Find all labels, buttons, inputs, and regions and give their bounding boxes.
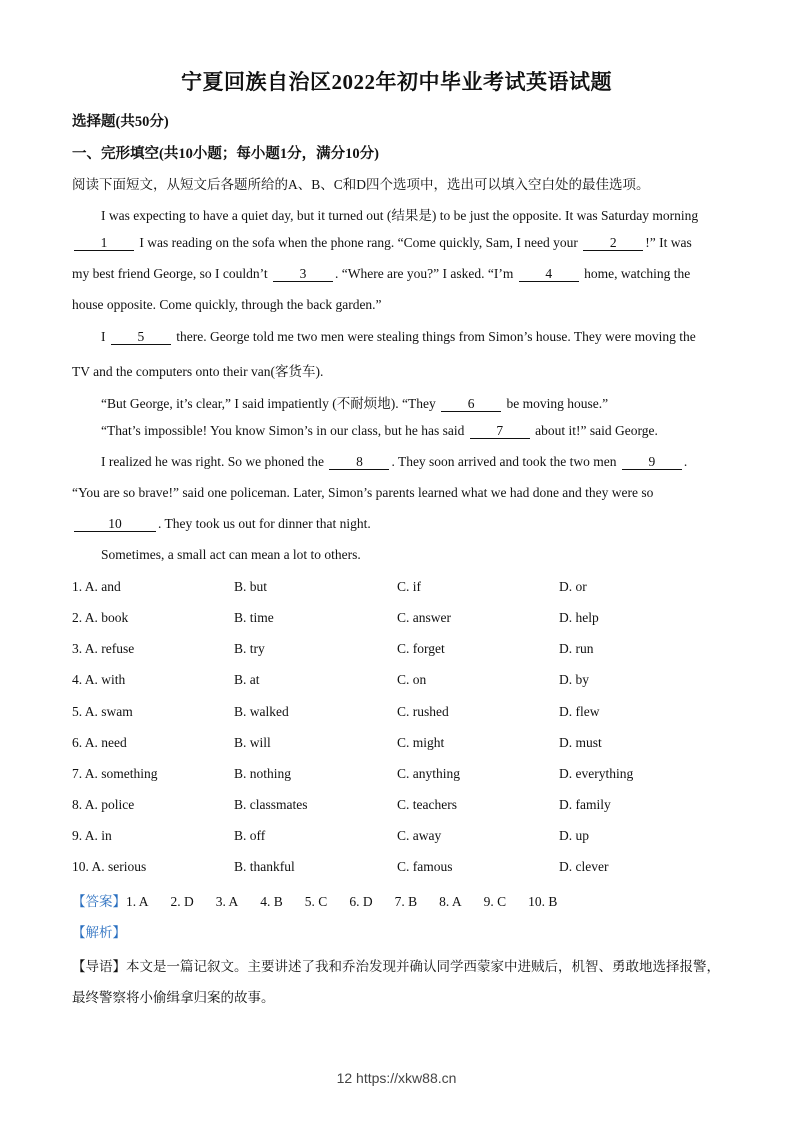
answer-item: 3. A — [215, 894, 239, 909]
option-b: B. at — [234, 672, 260, 687]
answer-item: 2. D — [170, 894, 194, 909]
option-b: B. time — [234, 610, 274, 625]
option-d: D. up — [559, 828, 589, 843]
answer-item: 9. C — [483, 894, 507, 909]
passage-line — [72, 360, 722, 380]
passage-text: !” It was — [645, 235, 692, 250]
option-d: D. or — [559, 579, 587, 594]
option-a: 2. A. book — [72, 610, 129, 625]
option-c: C. anything — [397, 766, 460, 781]
guide-tag: 【导语】 — [72, 959, 126, 974]
blank-10: 10 — [74, 517, 156, 532]
option-d: D. must — [559, 735, 602, 750]
passage-line — [72, 485, 722, 501]
option-c: C. teachers — [397, 797, 457, 812]
analysis-tag: 【解析】 — [72, 925, 126, 940]
option-a: 7. A. something — [72, 766, 158, 781]
passage-text: I — [101, 329, 106, 344]
option-row-5 — [72, 704, 732, 722]
passage-text: be moving house.” — [506, 396, 609, 411]
passage-line — [72, 516, 722, 532]
section-heading-cloze: 一、完形填空(共10小题；每小题1分，满分10分) — [72, 146, 379, 162]
blank-9: 9 — [622, 455, 682, 470]
blank-2: 2 — [583, 236, 643, 251]
answer-item: 5. C — [304, 894, 328, 909]
blank-7: 7 — [470, 424, 530, 439]
answer-item: 10. B — [528, 894, 558, 909]
option-b: B. walked — [234, 704, 289, 719]
option-c: C. away — [397, 828, 442, 843]
section-heading-choice: 选择题(共50分) — [72, 114, 169, 130]
option-b: B. thankful — [234, 859, 295, 874]
passage-text: about it!” said George. — [535, 423, 658, 438]
passage-text: home, watching the — [584, 266, 691, 281]
answer-tag: 【答案】 — [72, 894, 126, 909]
answer-item: 8. A — [439, 894, 462, 909]
option-b: B. off — [234, 828, 266, 843]
instruction-text: 阅读下面短文，从短文后各题所给的A、B、C和D四个选项中，选出可以填入空白处的最佳选项。 — [72, 177, 650, 192]
passage-line — [101, 392, 751, 412]
passage-text: . — [683, 454, 688, 469]
option-d: D. family — [559, 797, 611, 812]
passage-text: I was reading on the sofa when the phone rang. “Come quickly, Sam, I need your — [139, 235, 578, 250]
option-d: D. by — [559, 672, 589, 687]
blank-4: 4 — [519, 267, 579, 282]
option-c: C. if — [397, 579, 422, 594]
option-c: C. forget — [397, 641, 445, 656]
option-b: B. will — [234, 735, 271, 750]
option-b: B. nothing — [234, 766, 292, 781]
passage-text: . They soon arrived and took the two men — [391, 454, 617, 469]
passage-line — [101, 454, 751, 470]
option-c: C. answer — [397, 610, 451, 625]
page-footer: 12 https://xkw88.cn — [336, 1070, 457, 1086]
blank-1: 1 — [74, 236, 134, 251]
passage-text: I was expecting to have a quiet day, but it turned out (结果是) to be just the opposite. It was Saturday morning — [101, 208, 699, 223]
passage-line — [101, 547, 751, 563]
option-row-8 — [72, 797, 732, 815]
guide-paragraph — [72, 951, 724, 1013]
guide-text: 本文是一篇记叙文。主要讲述了我和乔治发现并确认同学西蒙家中进贼后，机智、勇敢地选择报警，最终警察将小偷缉拿归案的故事。 — [72, 959, 720, 1005]
answer-item: 1. A — [126, 894, 149, 909]
passage-text: house opposite. Come quickly, through the back garden.” — [72, 297, 382, 312]
option-a: 1. A. and — [72, 579, 121, 594]
passage-text: “But George, it’s clear,” I said impatiently (不耐烦地). “They — [101, 396, 436, 411]
option-row-10 — [72, 859, 732, 877]
answer-item: 4. B — [260, 894, 283, 909]
passage-text: “That’s impossible! You know Simon’s in our class, but he has said — [101, 423, 465, 438]
option-a: 5. A. swam — [72, 704, 133, 719]
passage-line — [101, 204, 751, 224]
option-row-7 — [72, 766, 732, 784]
blank-5: 5 — [111, 330, 171, 345]
answer-key — [72, 890, 579, 910]
option-row-2 — [72, 610, 732, 628]
passage-text: Sometimes, a small act can mean a lot to others. — [101, 547, 361, 562]
option-a: 8. A. police — [72, 797, 135, 812]
option-a: 4. A. with — [72, 672, 126, 687]
option-d: D. help — [559, 610, 599, 625]
option-a: 10. A. serious — [72, 859, 147, 874]
passage-text: I realized he was right. So we phoned the — [101, 454, 325, 469]
passage-line — [72, 235, 722, 251]
passage-line — [72, 297, 722, 313]
option-a: 6. A. need — [72, 735, 127, 750]
option-b: B. try — [234, 641, 265, 656]
answer-item: 7. B — [394, 894, 418, 909]
option-row-1 — [72, 579, 732, 597]
blank-6: 6 — [441, 397, 501, 412]
passage-text: TV and the computers onto their van(客货车). — [72, 364, 324, 379]
option-row-4 — [72, 672, 732, 690]
option-row-9 — [72, 828, 732, 846]
answer-item: 6. D — [349, 894, 373, 909]
option-a: 9. A. in — [72, 828, 112, 843]
passage-text: my best friend George, so I couldn’t — [72, 266, 268, 281]
blank-8: 8 — [329, 455, 389, 470]
option-c: C. might — [397, 735, 445, 750]
option-c: C. on — [397, 672, 427, 687]
page-title: 宁夏回族自治区2022年初中毕业考试英语试题 — [181, 70, 612, 94]
passage-text: “You are so brave!” said one policeman. Later, Simon’s parents learned what we had done and they were so — [72, 485, 654, 500]
option-d: D. everything — [559, 766, 634, 781]
passage-text: . They took us out for dinner that night. — [158, 516, 371, 531]
option-a: 3. A. refuse — [72, 641, 135, 656]
option-c: C. rushed — [397, 704, 449, 719]
option-c: C. famous — [397, 859, 453, 874]
option-row-6 — [72, 735, 732, 753]
passage-line — [101, 423, 751, 439]
option-d: D. clever — [559, 859, 609, 874]
option-row-3 — [72, 641, 732, 659]
option-b: B. but — [234, 579, 268, 594]
passage-line — [72, 266, 722, 282]
blank-3: 3 — [273, 267, 333, 282]
option-d: D. flew — [559, 704, 600, 719]
passage-text: . “Where are you?” I asked. “I’m — [334, 266, 514, 281]
option-b: B. classmates — [234, 797, 308, 812]
passage-line — [101, 329, 751, 345]
option-d: D. run — [559, 641, 594, 656]
passage-text: there. George told me two men were stealing things from Simon’s house. They were moving the — [176, 329, 696, 344]
